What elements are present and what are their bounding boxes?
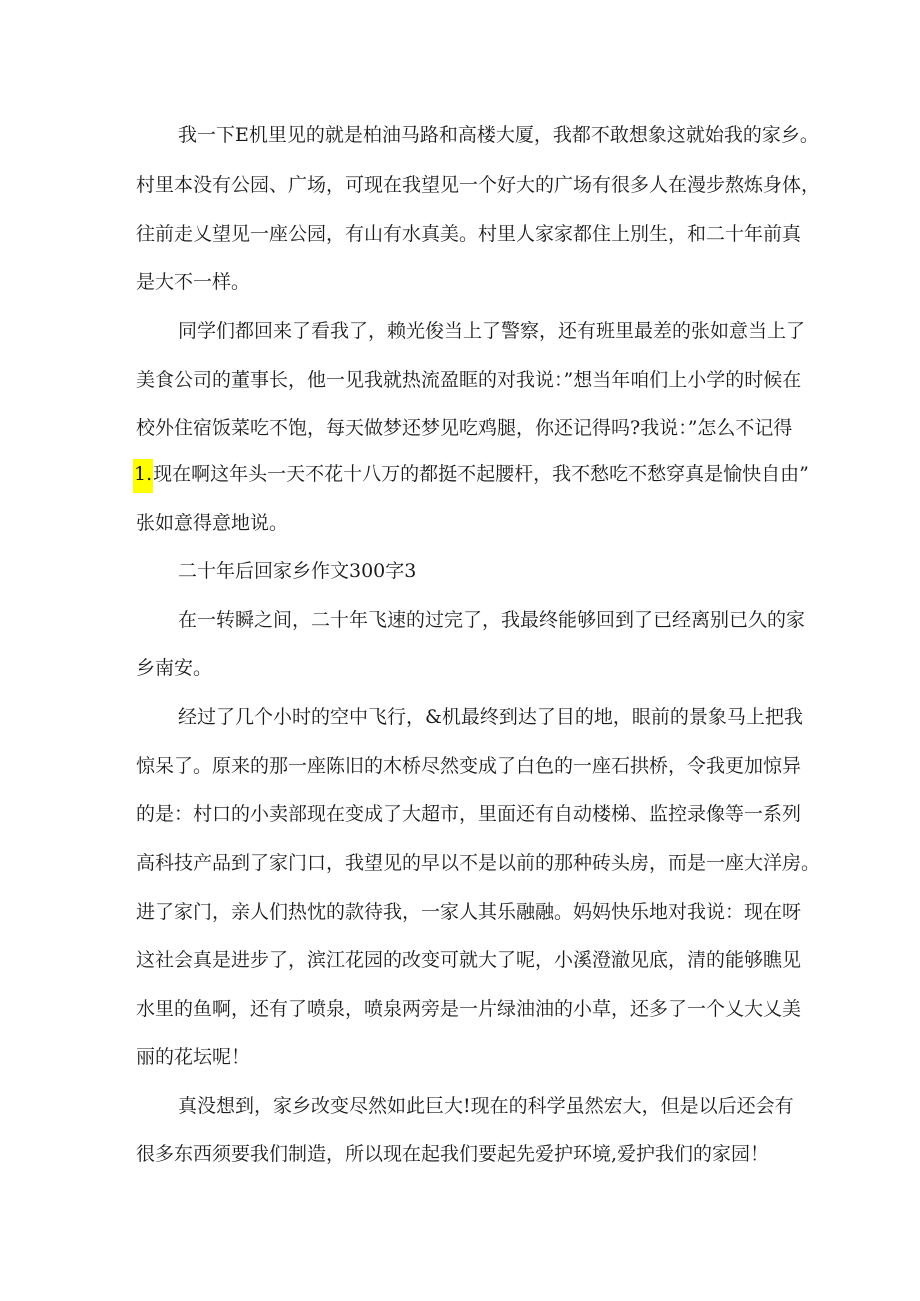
text-line: 美食公司的董事长，他一见我就热流盈眶的对我说：”想当年咱们上小学的时候在 [136, 369, 802, 391]
text-line: 同学们都回来了看我了，赖光俊当上了警察，还有班里最差的张如意当上了 [178, 320, 806, 342]
text-line: 这社会真是进步了，滨江花园的改变可就大了呢，小溪澄澈见底，清的能够瞧见 [136, 949, 802, 971]
text-line: 经过了几个小时的空中飞行，&机最终到达了目的地，眼前的景象马上把我 [178, 706, 803, 728]
text-line: 是大不一样。 [136, 271, 251, 293]
text-line: 丽的花坛呢！ [136, 1046, 251, 1068]
text-line: 高科技产品到了家门口，我望见的早以不是以前的那种砖头房，而是一座大洋房。 [136, 852, 821, 874]
text-line: 张如意得意地说。 [136, 512, 289, 534]
text-line: 的是：村口的小卖部现在变成了大超市，里面还有自动楼梯、监控录像等一系列 [136, 803, 802, 825]
text-line: 真没想到，家乡改变尽然如此巨大!现在的科学虽然宏大，但是以后还会有 [178, 1095, 794, 1117]
text-line: 在一转瞬之间，二十年飞速的过完了，我最终能够回到了已经离别已久的家 [178, 609, 806, 631]
numbered-line [133, 459, 809, 493]
text-line: 我一下E机里见的就是柏油马路和高楼大厦，我都不敢想象这就始我的家乡。 [178, 124, 819, 146]
text-line: 乡南安。 [136, 657, 213, 679]
highlighted-list-marker: 1. [133, 459, 153, 493]
text-line: 往前走乂望见一座公园，有山有水真美。村里人家家都住上別生，和二十年前真 [136, 223, 802, 245]
text-line: 水里的鱼啊，还有了喷泉，喷泉两旁是一片绿油油的小草，还多了一个乂大乂美 [136, 998, 802, 1020]
text-line: 村里本没有公园、广场，可现在我望见一个好大的广场有很多人在漫步熬炼身体， [136, 174, 821, 196]
text-line: 进了家门，亲人们热忱的款待我，一家人其乐融融。妈妈快乐地对我说：现在呀 [136, 901, 802, 923]
text-line: 校外住宿饭菜吃不饱，每天做梦还梦见吃鸡腿，你还记得吗?我说：”怎么不记得 [136, 417, 793, 439]
text-line: 惊呆了。原来的那一座陈旧的木桥尽然变成了白色的一座石拱桥，令我更加惊异 [136, 755, 802, 777]
text-line: 现在啊这年头一天不花十八万的都挺不起腰杆，我不愁吃不愁穿真是愉快自由” [153, 463, 809, 485]
text-line: 很多东西须要我们制造，所以现在起我们要起先爱护环境,爱护我们的家园！ [136, 1143, 770, 1165]
section-heading: 二十年后回家乡作文300字3 [178, 560, 417, 582]
